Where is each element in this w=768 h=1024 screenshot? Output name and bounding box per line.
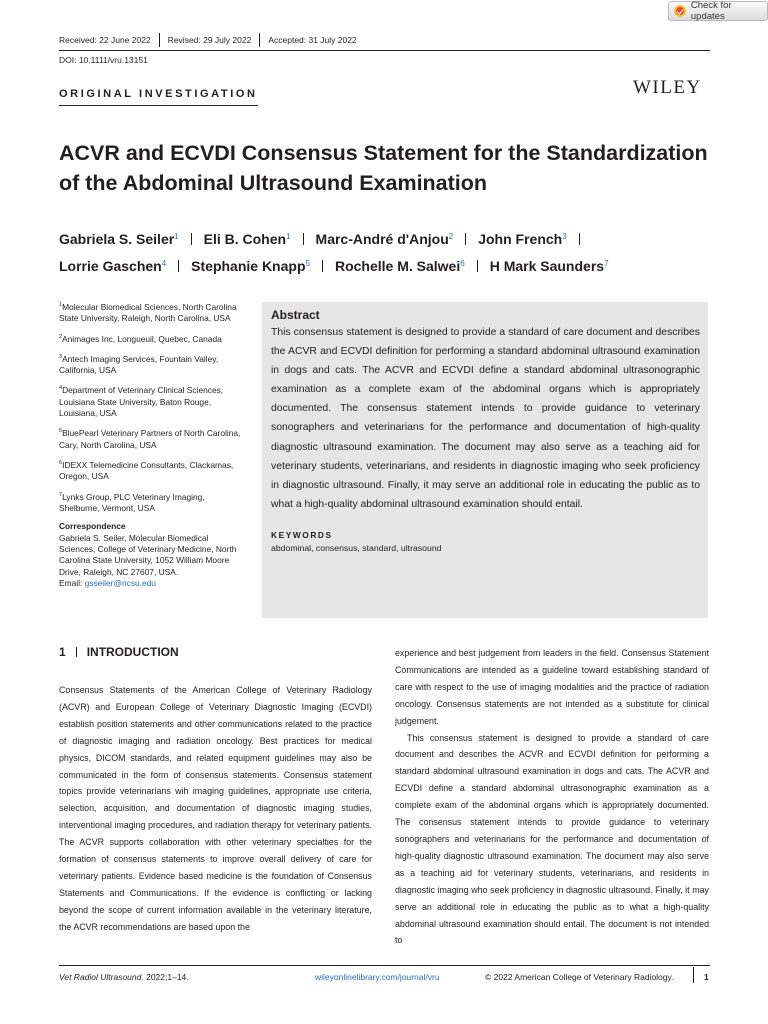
- article-title: ACVR and ECVDI Consensus Statement for the Standardization of the Abdominal Ultrasound Examination: [59, 141, 708, 195]
- abstract-heading: Abstract: [271, 308, 320, 322]
- affiliation-item: $^6$IDEXX Telemedicine Consultants, Clackamas, Oregon, USA: [59, 459, 234, 482]
- intro-paragraph-3: This consensus statement is designed to provide a standard of care document and describes the ACVR and ECVDI definition for performing a standard abdominal ultrasound examination in dogs and cats. The ACVR and ECVDI define a standard abdominal ultrasonographic examination as a complete exam of the abdominal organs which is appropriately documented. The consensus statement intends to provide guidance to veterinary sonographers and veterinarians for the performance and documentation of high-quality diagnostic ultrasound examination. The document may also serve as a teaching aid for veterinary students, veterinarians, and residents in diagnostic imaging who seek proficiency in diagnostic ultrasound. Finally, it may serve an additional role in educating the public as to what a high-quality abdominal ultrasound examination should entail. The document is not intended to: [395, 732, 709, 946]
- accepted-date: Accepted: 31 July 2022: [268, 35, 357, 45]
- intro-paragraph-2: experience and best judgement from leaders in the field. Consensus Statement Communications are intended as a guideline toward establishing standard of care with respect to the use of imaging modalities and the practice of radiation oncology. Consensus statements are not intended as a substitute for clinical judgement.: [395, 648, 709, 726]
- revised-date: Revised: 29 July 2022: [167, 35, 252, 45]
- divider: [76, 647, 77, 657]
- check-for-updates-button[interactable]: [668, 1, 768, 21]
- affiliation-item: $^4$Department of Veterinary Clinical Sciences, Louisiana State University, Baton Rouge, Louisiana, USA: [59, 385, 224, 419]
- right-column: [395, 645, 709, 949]
- abstract-box: [262, 302, 708, 618]
- copyright: © 2022 American College of Veterinary Radiology.: [485, 972, 674, 982]
- keywords: abdominal, consensus, standard, ultrasound: [271, 542, 442, 553]
- author-name: Lorrie Gaschen$^4$: [59, 257, 167, 274]
- affiliation-item: $^3$Antech Imaging Services, Fountain Valley, California, USA: [59, 353, 219, 376]
- publication-dates: [59, 35, 357, 47]
- doi: DOI: 10.1111/vru.13151: [59, 55, 148, 65]
- divider: [303, 233, 304, 245]
- divider: [693, 967, 694, 983]
- correspondence-heading: Correspondence: [59, 521, 126, 532]
- divider: [579, 233, 580, 245]
- received-date: Received: 22 June 2022: [59, 35, 151, 45]
- author-name: Eli B. Cohen$^1$: [203, 231, 291, 247]
- divider: [259, 33, 260, 47]
- divider: [191, 233, 192, 245]
- author-name: Gabriela S. Seiler$^1$: [59, 231, 179, 247]
- author-name: Marc-André d'Anjou$^2$: [315, 231, 454, 247]
- journal-url-link[interactable]: wileyonlinelibrary.com/journal/vru: [315, 972, 440, 982]
- author-name: Rochelle M. Salwei$^6$: [334, 257, 465, 274]
- left-column: [59, 645, 372, 936]
- keywords-heading: KEYWORDS: [271, 529, 333, 540]
- author-name: John French$^3$: [478, 231, 567, 247]
- author-name: H Mark Saunders$^7$: [489, 257, 609, 274]
- footer-rule: [59, 965, 710, 966]
- correspondence-text: Gabriela S. Seiler, Molecular Biomedical Sciences, College of Veterinary Medicine, North Carolina State University, 1052 William Moore Drive, Raleigh, NC 27607, USA. Email: gsseiler@ncsu.edu: [59, 532, 237, 589]
- divider: [178, 260, 179, 272]
- section-heading: 1 INTRODUCTION: [59, 645, 179, 659]
- abstract-text: This consensus statement is designed to provide a standard of care document and describes the ACVR and ECVDI definition for performing a standard abdominal ultrasound examination in dogs and cats. The ACVR and ECVDI define a standard abdominal ultrasonographic examination as a complete exam of the abdominal organs which is appropriately documented. The consensus statement intends to provide guidance to veterinary sonographers and veterinarians for the performance and documentation of high-quality diagnostic ultrasound examination. The document may also serve as a teaching aid for veterinary students, veterinarians, and residents in diagnostic imaging who seek proficiency in diagnostic ultrasound. Finally, it may serve an additional role in educating the public as to what a high-quality abdominal ultrasound examination should entail.: [271, 327, 700, 510]
- check-for-updates-label: Check for updates: [690, 0, 732, 22]
- crossmark-icon: [674, 5, 686, 17]
- page-number: 1: [704, 972, 709, 982]
- journal-citation: Vet Radiol Ultrasound. 2022;1–14.: [59, 972, 189, 982]
- affiliation-item: $^1$Molecular Biomedical Sciences, North Carolina State University, Raleigh, North Carolina, USA: [59, 301, 237, 324]
- divider: [159, 33, 160, 47]
- divider: [465, 233, 466, 245]
- publisher-logo: WILEY: [633, 77, 702, 98]
- page-footer: [59, 972, 710, 982]
- intro-paragraph-1: Consensus Statements of the American College of Veterinary Radiology (ACVR) and European College of Veterinary Diagnostic Imaging (ECVDI) establish position statements and other communications related to the practice of diagnostic imaging and radiation oncology. Best practices for medical physics, DICOM standards, and related equipment guidelines may also be communicated in the form of consensus statements. Consensus statement topics provide veterinarians wih imaging guidelines, appropriate use criteria, selection, acquisition, and documentation of diagnostic imaging studies, interventional imaging procedures, and radiation therapy for veterinary patients. The ACVR supports collaboration with other veterinary specialties for the formation of consensus statements to improve overall delivery of care for veterinary patients. Evidence based medicine is the foundation of Consensus Statements and Communications. If the evidence is conflicting or lacking beyond the scope of current information available in the veterinary literature, the ACVR recommendations are based upon the: [59, 685, 372, 932]
- email-link[interactable]: gsseiler@ncsu.edu: [84, 578, 156, 589]
- affiliation-item: $^5$BluePearl Veterinary Partners of North Carolina, Cary, North Carolina, USA: [59, 428, 241, 450]
- affiliation-item: $^7$Lynks Group, PLC Veterinary Imaging, Shelburne, Vermont, USA: [59, 491, 205, 513]
- article-type: ORIGINAL INVESTIGATION: [59, 88, 258, 106]
- author-list: [59, 225, 719, 278]
- header-rule: [59, 50, 710, 51]
- affiliations: [59, 300, 244, 597]
- divider: [322, 260, 323, 272]
- affiliation-item: $^2$Animages Inc, Longueuil, Quebec, Canada: [59, 333, 222, 344]
- author-name: Stephanie Knapp$^5$: [191, 257, 310, 274]
- divider: [477, 260, 478, 272]
